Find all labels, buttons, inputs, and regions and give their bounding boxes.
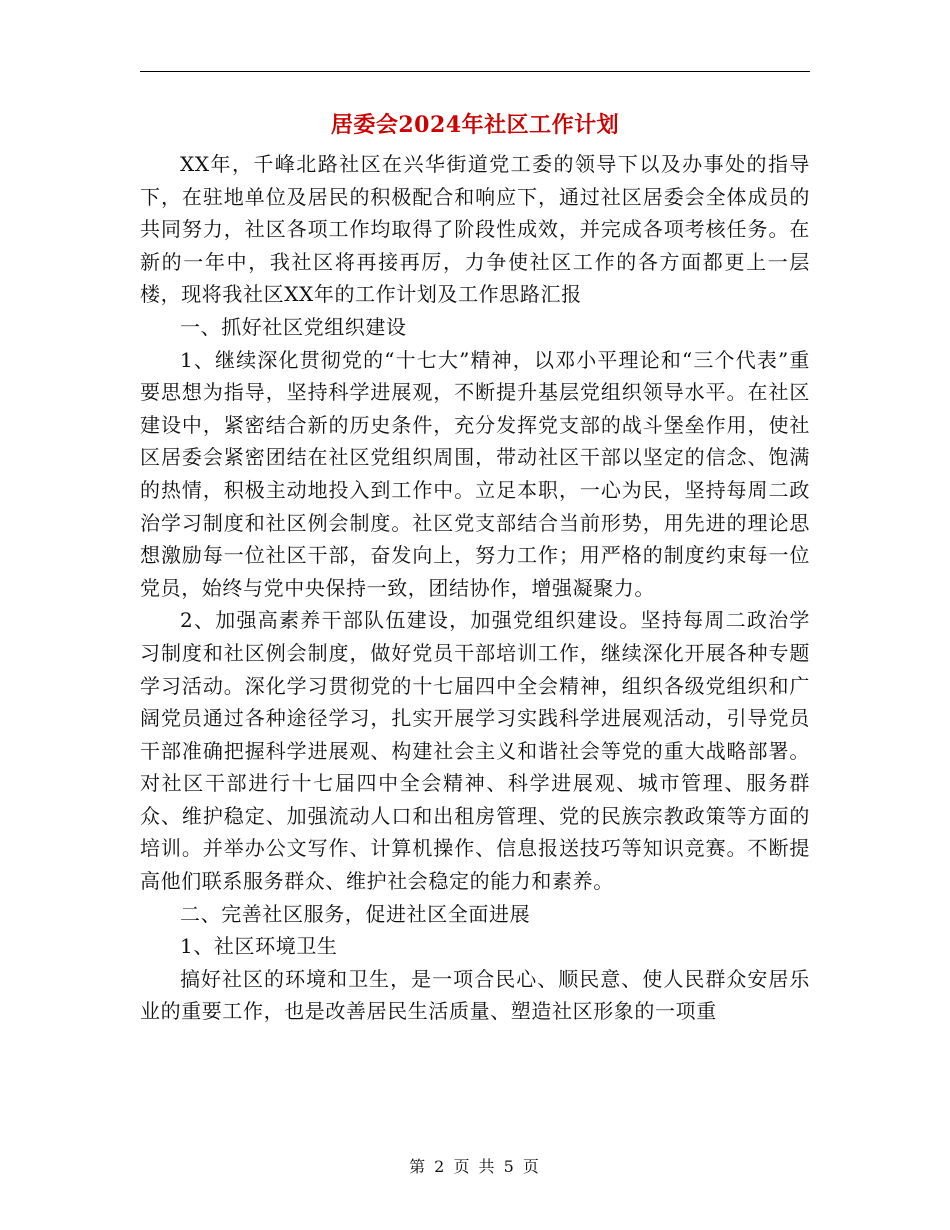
paragraph-1-1: 1、继续深化贯彻党的“十七大”精神，以邓小平理论和“三个代表”重要思想为指导，坚持科学进展观，不断提升基层党组织领导水平。在社区建设中，紧密结合新的历史条件，充分发挥党支部的战斗堡垒作用，使社区居委会紧密团结在社区党组织周围，带动社区干部以坚定的信念、饱满的热情，积极主动地投入到工作中。立足本职，一心为民，坚持每周二政治学习制度和社区例会制度。社区党支部结合当前形势，用先进的理论思想激励每一位社区干部，奋发向上，努力工作；用严格的制度约束每一位党员，始终与党中央保持一致，团结协作，增强凝聚力。 xyxy=(140,347,810,600)
document-body xyxy=(140,148,810,1028)
paragraph-intro: XX年，千峰北路社区在兴华街道党工委的领导下以及办事处的指导下，在驻地单位及居民的积极配合和响应下，通过社区居委会全体成员的共同努力，社区各项工作均取得了阶段性成效，并完成各项考核任务。在新的一年中，我社区将再接再厉，力争使社区工作的各方面都更上一层楼，现将我社区XX年的工作计划及工作思路汇报 xyxy=(140,152,810,307)
paragraph-1-2: 2、加强高素养干部队伍建设，加强党组织建设。坚持每周二政治学习制度和社区例会制度，做好党员干部培训工作，继续深化开展各种专题学习活动。深化学习贯彻党的十七届四中全会精神，组织各级党组织和广阔党员通过各种途径学习，扎实开展学习实践科学进展观活动，引导党员干部准确把握科学进展观、构建社会主义和谐社会等党的重大战略部署。对社区干部进行十七届四中全会精神、科学进展观、城市管理、服务群众、维护稳定、加强流动人口和出租房管理、党的民族宗教政策等方面的培训。并举办公文写作、计算机操作、信息报送技巧等知识竞赛。不断提高他们联系服务群众、维护社会稳定的能力和素养。 xyxy=(140,608,810,894)
heading-section-2: 二、完善社区服务，促进社区全面进展 xyxy=(180,901,531,926)
heading-subsection-2-1: 1、社区环境卫生 xyxy=(180,934,338,959)
heading-section-1: 一、抓好社区党组织建设 xyxy=(180,314,407,339)
page-number-footer: 第 2 页 共 5 页 xyxy=(409,1157,541,1176)
document-title: 居委会2024年社区工作计划 xyxy=(330,112,620,138)
paragraph-2-1: 搞好社区的环境和卫生，是一项合民心、顺民意、使人民群众安居乐业的重要工作，也是改善居民生活质量、塑造社区形象的一项重 xyxy=(140,966,810,1024)
header-rule xyxy=(140,71,810,72)
